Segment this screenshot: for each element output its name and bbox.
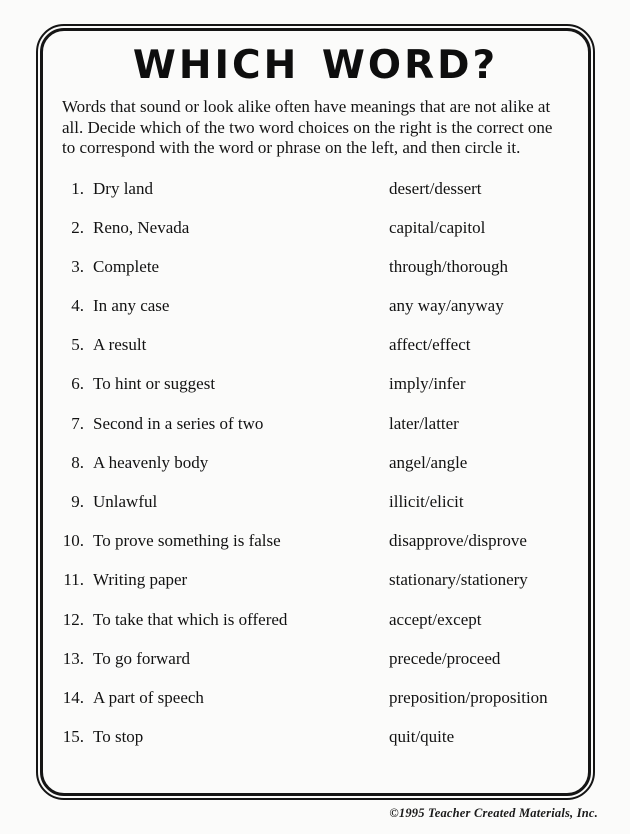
worksheet-row <box>43 217 588 239</box>
item-clue: A part of speech <box>93 687 204 707</box>
item-choices: desert/dessert <box>389 178 482 198</box>
item-choices: accept/except <box>389 609 482 629</box>
item-clue: Writing paper <box>93 570 188 590</box>
item-clue: A result <box>93 335 147 355</box>
item-clue: Reno, Nevada <box>93 217 190 237</box>
item-number: 5. <box>71 335 84 355</box>
item-clue: Second in a series of two <box>93 413 264 433</box>
worksheet-row <box>43 452 588 474</box>
worksheet-row <box>43 256 588 278</box>
item-number: 1. <box>71 178 84 198</box>
worksheet-border-inner <box>40 28 591 796</box>
word-list <box>43 178 588 749</box>
worksheet-row <box>43 491 588 513</box>
worksheet-row <box>43 373 588 395</box>
item-clue: To prove something is false <box>93 531 281 551</box>
worksheet-row <box>43 530 588 552</box>
item-number: 10. <box>62 531 84 551</box>
item-choices: disapprove/disprove <box>389 531 527 551</box>
item-number: 2. <box>71 217 84 237</box>
worksheet-row <box>43 726 588 748</box>
item-choices: later/latter <box>389 413 459 433</box>
item-number: 11. <box>63 570 84 590</box>
item-number: 15. <box>62 727 84 747</box>
worksheet-row <box>43 178 588 200</box>
worksheet-row <box>43 609 588 631</box>
item-clue: To take that which is offered <box>93 609 288 629</box>
worksheet-row <box>43 687 588 709</box>
item-choices: imply/infer <box>389 374 466 394</box>
item-clue: A heavenly body <box>93 452 209 472</box>
item-choices: precede/proceed <box>389 648 501 668</box>
item-number: 4. <box>71 296 84 316</box>
worksheet-title: WHICH WORD? <box>132 43 499 88</box>
worksheet-row <box>43 295 588 317</box>
worksheet-border-outer <box>36 24 595 800</box>
item-choices: affect/effect <box>389 335 471 355</box>
item-choices: quit/quite <box>389 727 455 747</box>
item-clue: To go forward <box>93 648 191 668</box>
item-number: 3. <box>71 256 84 276</box>
item-clue: To hint or suggest <box>93 374 216 394</box>
instructions-text: Words that sound or look alike often have meanings that are not alike at all. Decide which of the two word choices on the right is the correct one to correspond with the word or phrase on the left, and then circle it. <box>62 97 553 157</box>
item-choices: stationary/stationery <box>389 570 528 590</box>
item-clue: To stop <box>93 727 144 747</box>
item-clue: Unlawful <box>93 492 158 511</box>
item-choices: preposition/proposition <box>389 687 548 707</box>
item-clue: In any case <box>93 296 170 316</box>
item-choices: through/thorough <box>389 256 508 276</box>
worksheet-row <box>43 648 588 670</box>
item-choices: any way/anyway <box>389 296 504 316</box>
worksheet-row <box>43 569 588 591</box>
item-clue: Dry land <box>93 178 153 198</box>
item-number: 14. <box>62 687 84 707</box>
item-number: 6. <box>71 374 84 394</box>
item-number: 12. <box>62 609 84 629</box>
item-clue: Complete <box>93 256 160 276</box>
item-number: 9. <box>71 492 84 511</box>
item-number: 13. <box>62 648 84 668</box>
item-number: 7. <box>71 413 84 433</box>
item-choices: capital/capitol <box>389 217 486 237</box>
worksheet-row <box>43 334 588 356</box>
worksheet-row <box>43 413 588 435</box>
item-choices: angel/angle <box>389 452 468 472</box>
footer-credit: ©1995 Teacher Created Materials, Inc. <box>389 806 598 820</box>
item-choices: illicit/elicit <box>389 492 464 511</box>
item-number: 8. <box>71 452 84 472</box>
